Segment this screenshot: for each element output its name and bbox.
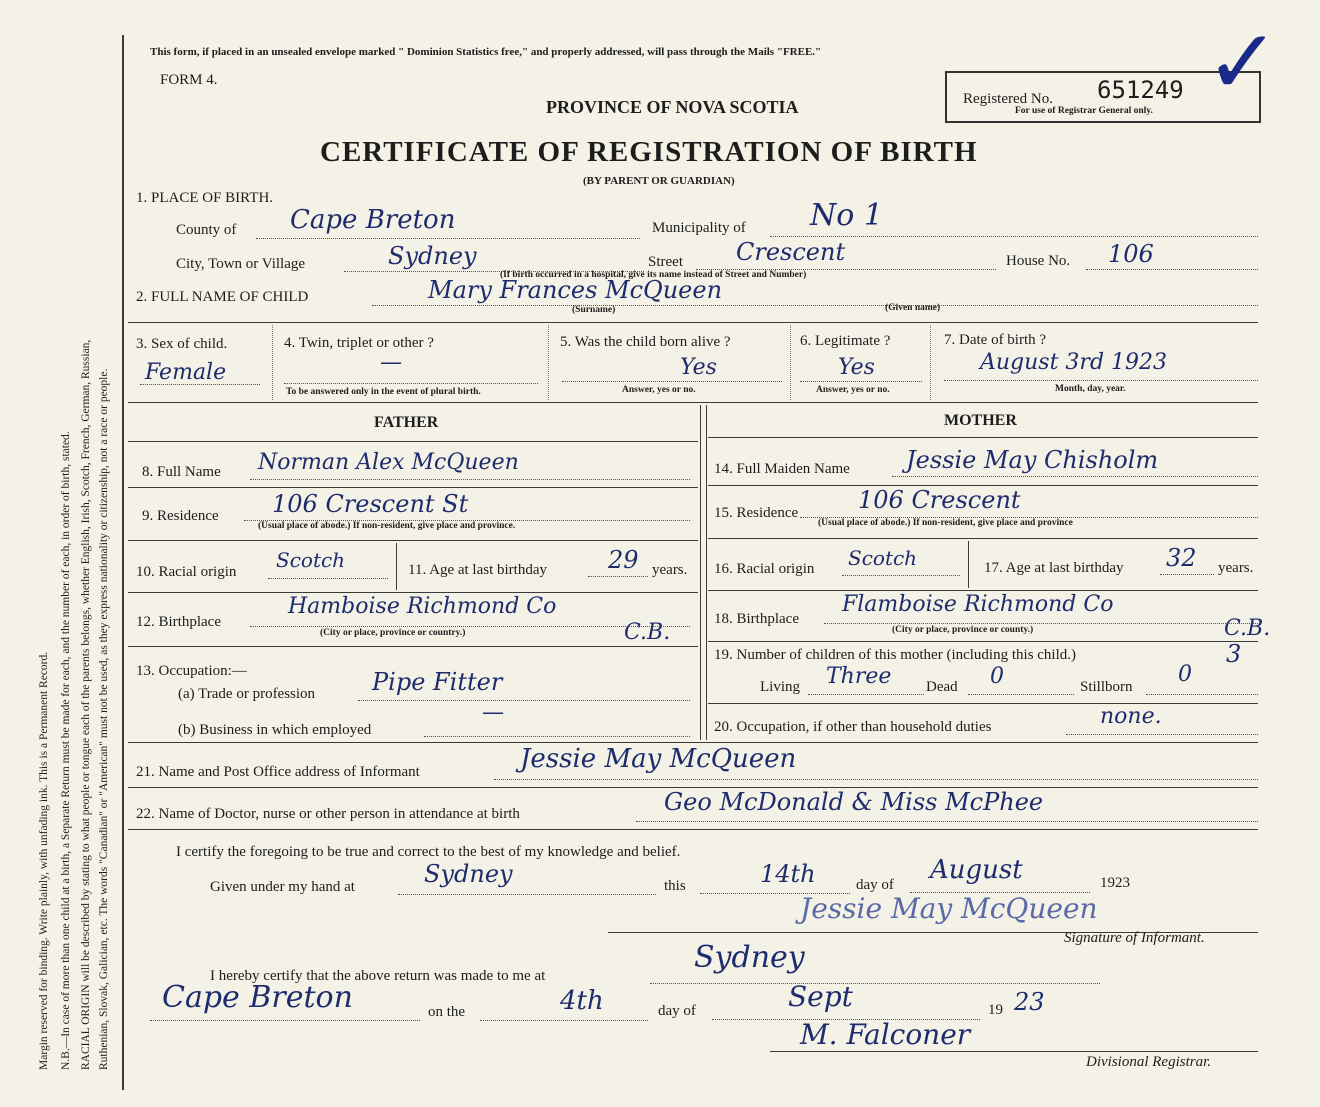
legitimate-value: Yes xyxy=(838,355,875,380)
father-business-label: (b) Business in which employed xyxy=(178,722,372,738)
father-residence-note: (Usual place of abode.) If non-resident, give place and province. xyxy=(258,521,516,531)
mother-residence-value: 106 Crescent xyxy=(858,486,1021,514)
mother-dead-value: 0 xyxy=(990,664,1004,689)
registrar-year: 23 xyxy=(1014,988,1045,1016)
mother-residence-note: (Usual place of abode.) If non-resident, give place and province xyxy=(818,518,1073,528)
child-name-value: Mary Frances McQueen xyxy=(428,276,723,304)
mother-children-value: 3 xyxy=(1226,640,1242,668)
registrar-county: Cape Breton xyxy=(162,980,353,1015)
mother-dead-label: Dead xyxy=(926,679,958,695)
check-mark-icon: ✓ xyxy=(1205,10,1281,115)
house-value: 106 xyxy=(1108,240,1154,268)
registrar-note: For use of Registrar General only. xyxy=(1015,106,1153,116)
father-occupation-label: 13. Occupation:— xyxy=(136,663,247,679)
father-residence-label: 9. Residence xyxy=(142,508,219,524)
father-age-label: 11. Age at last birthday xyxy=(408,562,547,578)
registrar-on-label: on the xyxy=(428,1004,466,1020)
mother-living-value: Three xyxy=(826,664,892,689)
dob-label: 7. Date of birth ? xyxy=(944,332,1047,348)
given-name-note: (Given name) xyxy=(885,303,941,313)
mother-children-label: 19. Number of children of this mother (including this child.) xyxy=(714,647,1077,663)
father-race-value: Scotch xyxy=(276,548,346,572)
mother-name-value: Jessie May Chisholm xyxy=(906,446,1159,474)
given-day: 14th xyxy=(760,860,816,888)
legitimate-label: 6. Legitimate ? xyxy=(800,333,891,349)
margin-note-nationality: Ruthenian, Slovak, Galician, etc. The words "Canadian" or "American" must not be used, as they express nationality or citizenship, not a race or people. xyxy=(98,368,110,1070)
mother-stillborn-value: 0 xyxy=(1178,662,1192,687)
mother-age-label: 17. Age at last birthday xyxy=(984,560,1124,576)
street-value: Crescent xyxy=(736,238,846,266)
mother-residence-label: 15. Residence xyxy=(714,505,799,521)
father-age-unit: years. xyxy=(652,562,688,578)
alive-label: 5. Was the child born alive ? xyxy=(560,334,731,350)
informant-label: 21. Name and Post Office address of Informant xyxy=(136,764,420,780)
registrar-day: 4th xyxy=(560,986,604,1016)
margin-note-binding: Margin reserved for binding. Write plainly, with unfading ink. This is a Permanent Record. xyxy=(38,651,50,1070)
mother-birthplace-value: Flamboise Richmond Co xyxy=(842,592,1114,617)
registered-label: Registered No. xyxy=(963,91,1053,107)
surname-note: (Surname) xyxy=(572,305,616,315)
informant-signature: Jessie May McQueen xyxy=(800,892,1098,925)
municipality-value: No 1 xyxy=(810,198,883,233)
street-note: (If birth occurred in a hospital, give its name instead of Street and Number) xyxy=(500,270,807,280)
municipality-label: Municipality of xyxy=(652,220,746,236)
registrar-month: Sept xyxy=(788,980,853,1013)
registrar-year-prefix: 19 xyxy=(988,1002,1003,1018)
father-age-value: 29 xyxy=(608,546,639,574)
mother-living-label: Living xyxy=(760,679,800,695)
registrar-day-label: day of xyxy=(658,1003,696,1019)
father-name-label: 8. Full Name xyxy=(142,464,221,480)
given-this-label: this xyxy=(664,878,686,894)
legitimate-note: Answer, yes or no. xyxy=(816,385,890,395)
registrar-signature: M. Falconer xyxy=(800,1018,971,1051)
twin-label: 4. Twin, triplet or other ? xyxy=(284,335,434,351)
city-value: Sydney xyxy=(388,242,477,270)
father-race-label: 10. Racial origin xyxy=(136,564,237,580)
margin-note-multiple-births: N.B.—In case of more than one child at a birth, a Separate Return must be made for each, and the number of each, in order of birth, stated. xyxy=(60,431,72,1070)
given-year: 1923 xyxy=(1100,875,1130,891)
city-label: City, Town or Village xyxy=(176,256,306,272)
mother-name-label: 14. Full Maiden Name xyxy=(714,461,850,477)
father-business-value: — xyxy=(482,700,504,725)
alive-value: Yes xyxy=(680,355,717,380)
mother-birthplace-label: 18. Birthplace xyxy=(714,611,799,627)
sex-value: Female xyxy=(145,360,227,385)
doctor-value: Geo McDonald & Miss McPhee xyxy=(664,788,1044,816)
registrar-title: Divisional Registrar. xyxy=(1086,1054,1212,1070)
dob-value: August 3rd 1923 xyxy=(980,350,1168,375)
given-place: Sydney xyxy=(424,860,513,888)
given-label: Given under my hand at xyxy=(210,879,355,895)
mother-race-label: 16. Racial origin xyxy=(714,561,815,577)
certify-statement: I certify the foregoing to be true and correct to the best of my knowledge and belief. xyxy=(176,844,681,860)
province-heading: PROVINCE OF NOVA SCOTIA xyxy=(546,97,799,117)
father-name-value: Norman Alex McQueen xyxy=(258,450,519,475)
mother-age-value: 32 xyxy=(1166,544,1197,572)
informant-signature-label: Signature of Informant. xyxy=(1064,930,1205,946)
mother-birthplace-note: (City or place, province or county.) xyxy=(892,625,1034,635)
father-trade-value: Pipe Fitter xyxy=(372,668,503,696)
doctor-label: 22. Name of Doctor, nurse or other person in attendance at birth xyxy=(136,806,520,822)
alive-note: Answer, yes or no. xyxy=(622,385,696,395)
father-birthplace-note: (City or place, province or country.) xyxy=(320,628,466,638)
father-residence-value: 106 Crescent St xyxy=(272,490,469,518)
mother-occupation-label: 20. Occupation, if other than household duties xyxy=(714,719,992,735)
father-birthplace-value: Hamboise Richmond Co xyxy=(288,594,557,619)
dob-note: Month, day, year. xyxy=(1055,384,1126,394)
place-heading: 1. PLACE OF BIRTH. xyxy=(136,190,274,206)
registered-number: 651249 xyxy=(1097,76,1184,104)
mother-stillborn-label: Stillborn xyxy=(1080,679,1133,695)
informant-value: Jessie May McQueen xyxy=(520,744,797,774)
registrar-place: Sydney xyxy=(694,940,805,975)
mother-birthplace-value-2: C.B. xyxy=(1224,616,1271,641)
given-day-label: day of xyxy=(856,877,894,893)
house-label: House No. xyxy=(1006,253,1071,269)
certificate-title: CERTIFICATE OF REGISTRATION OF BIRTH xyxy=(320,136,978,168)
county-value: Cape Breton xyxy=(290,205,456,235)
father-trade-label: (a) Trade or profession xyxy=(178,686,316,702)
registrar-statement: I hereby certify that the above return was made to me at xyxy=(210,968,546,984)
mother-race-value: Scotch xyxy=(848,546,918,570)
father-birthplace-value-2: C.B. xyxy=(624,620,671,645)
child-name-label: 2. FULL NAME OF CHILD xyxy=(136,289,309,305)
county-label: County of xyxy=(176,222,237,238)
twin-note: To be answered only in the event of plural birth. xyxy=(286,387,481,397)
margin-note-racial-origin: RACIAL ORIGIN will be described by stating to what people or tongue each of the parents belongs, whether English, Irish, Scotch, French, German, Russian, xyxy=(80,339,92,1070)
father-birthplace-label: 12. Birthplace xyxy=(136,614,221,630)
mother-age-unit: years. xyxy=(1218,560,1254,576)
mother-occupation-value: none. xyxy=(1100,704,1162,729)
given-month: August xyxy=(930,855,1023,885)
twin-value: — xyxy=(380,350,402,375)
sex-label: 3. Sex of child. xyxy=(136,336,228,352)
mail-note: This form, if placed in an unsealed envelope marked " Dominion Statistics free," and properly addressed, will pass through the Mails "FREE." xyxy=(150,46,822,58)
father-heading: FATHER xyxy=(374,414,439,431)
certificate-subtitle: (BY PARENT OR GUARDIAN) xyxy=(583,175,735,187)
form-number: FORM 4. xyxy=(160,72,218,88)
street-label: Street xyxy=(648,254,683,270)
mother-heading: MOTHER xyxy=(944,412,1017,429)
